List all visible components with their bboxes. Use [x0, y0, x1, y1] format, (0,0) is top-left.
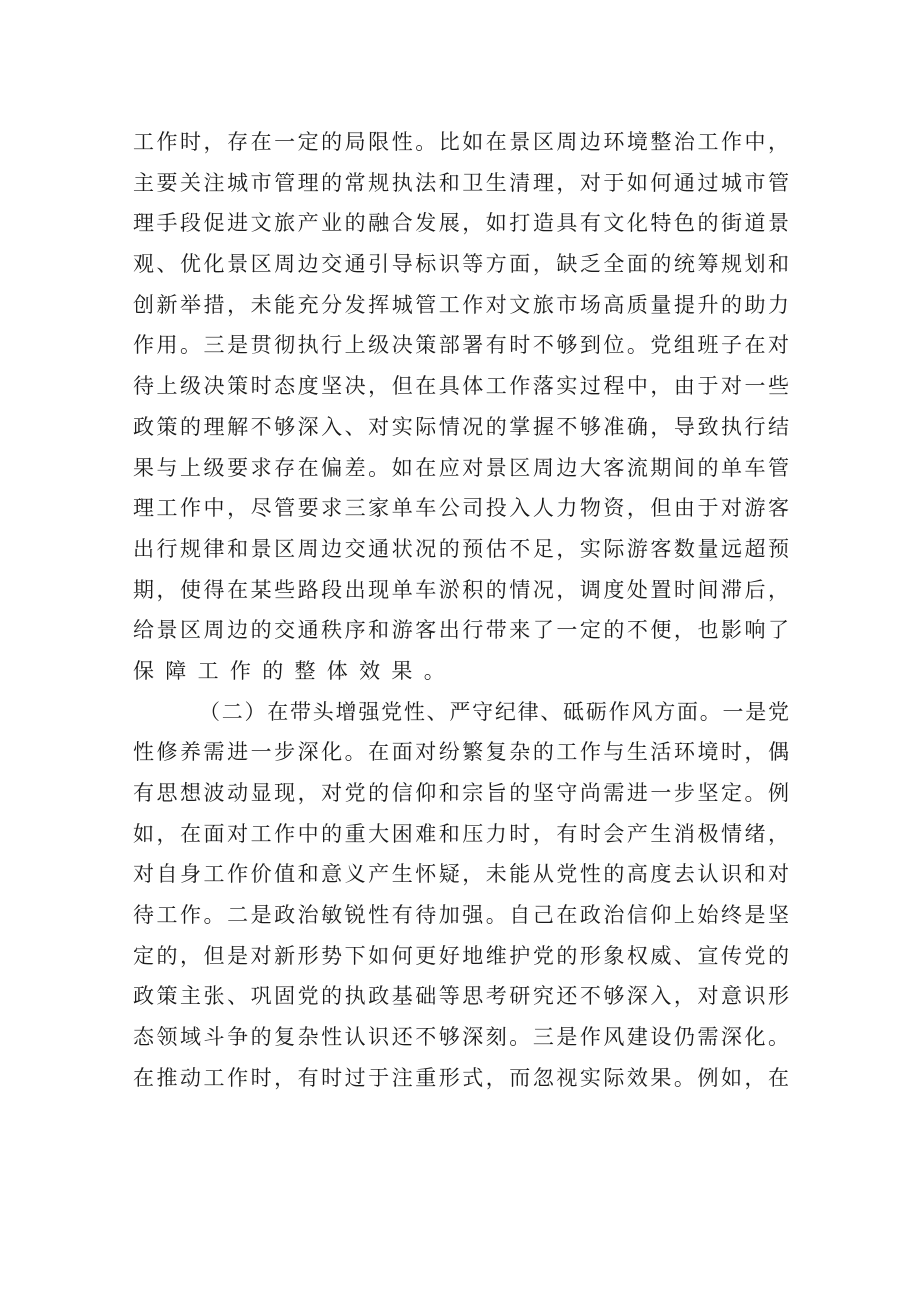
text-line: 果与上级要求存在偏差。如在应对景区周边大客流期间的单车管 — [133, 455, 789, 480]
text-line: 给景区周边的交通秩序和游客出行带来了一定的不便，也影响了 — [133, 618, 789, 643]
text-line: 理手段促进文旅产业的融合发展，如打造具有文化特色的街道景 — [133, 211, 789, 236]
document-page — [133, 122, 789, 1099]
text-line: 如，在面对工作中的重大困难和压力时，有时会产生消极情绪， — [133, 821, 789, 846]
paragraph-2 — [133, 692, 789, 1099]
text-line: 政策主张、巩固党的执政基础等思考研究还不够深入，对意识形 — [133, 984, 789, 1009]
text-line: 在推动工作时，有时过于注重形式，而忽视实际效果。例如，在 — [133, 1065, 789, 1090]
paragraph-1 — [133, 122, 789, 692]
text-line: 工作时，存在一定的局限性。比如在景区周边环境整治工作中， — [133, 130, 789, 154]
text-line: 理工作中，尽管要求三家单车公司投入人力物资，但由于对游客 — [133, 496, 789, 521]
text-line: 对自身工作价值和意义产生怀疑，未能从党性的高度去认识和对 — [133, 862, 789, 887]
text-line: 政策的理解不够深入、对实际情况的掌握不够准确，导致执行结 — [133, 414, 789, 439]
text-line: 观、优化景区周边交通引导标识等方面，缺乏全面的统筹规划和 — [133, 252, 789, 277]
section-heading-line: （二）在带头增强党性、严守纪律、砥砺作风方面。一是党 — [199, 699, 789, 724]
text-line: 态领域斗争的复杂性认识还不够深刻。三是作风建设仍需深化。 — [133, 1025, 789, 1050]
text-line: 性修养需进一步深化。在面对纷繁复杂的工作与生活环境时，偶 — [133, 740, 789, 765]
text-line: 待工作。二是政治敏锐性有待加强。自己在政治信仰上始终是坚 — [133, 903, 789, 928]
text-line: 待上级决策时态度坚决，但在具体工作落实过程中，由于对一些 — [133, 374, 789, 399]
text-line: 期，使得在某些路段出现单车淤积的情况，调度处置时间滞后， — [133, 577, 789, 602]
text-line: 保障工作的整体效果。 — [133, 658, 456, 683]
text-line: 定的，但是对新形势下如何更好地维护党的形象权威、宣传党的 — [133, 943, 789, 968]
text-line: 主要关注城市管理的常规执法和卫生清理，对于如何通过城市管 — [133, 170, 789, 195]
text-line: 作用。三是贯彻执行上级决策部署有时不够到位。党组班子在对 — [133, 333, 789, 358]
text-line: 出行规律和景区周边交通状况的预估不足，实际游客数量远超预 — [133, 536, 789, 561]
text-line: 有思想波动显现，对党的信仰和宗旨的坚守尚需进一步坚定。例 — [133, 781, 789, 805]
text-line: 创新举措，未能充分发挥城管工作对文旅市场高质量提升的助力 — [133, 292, 789, 317]
